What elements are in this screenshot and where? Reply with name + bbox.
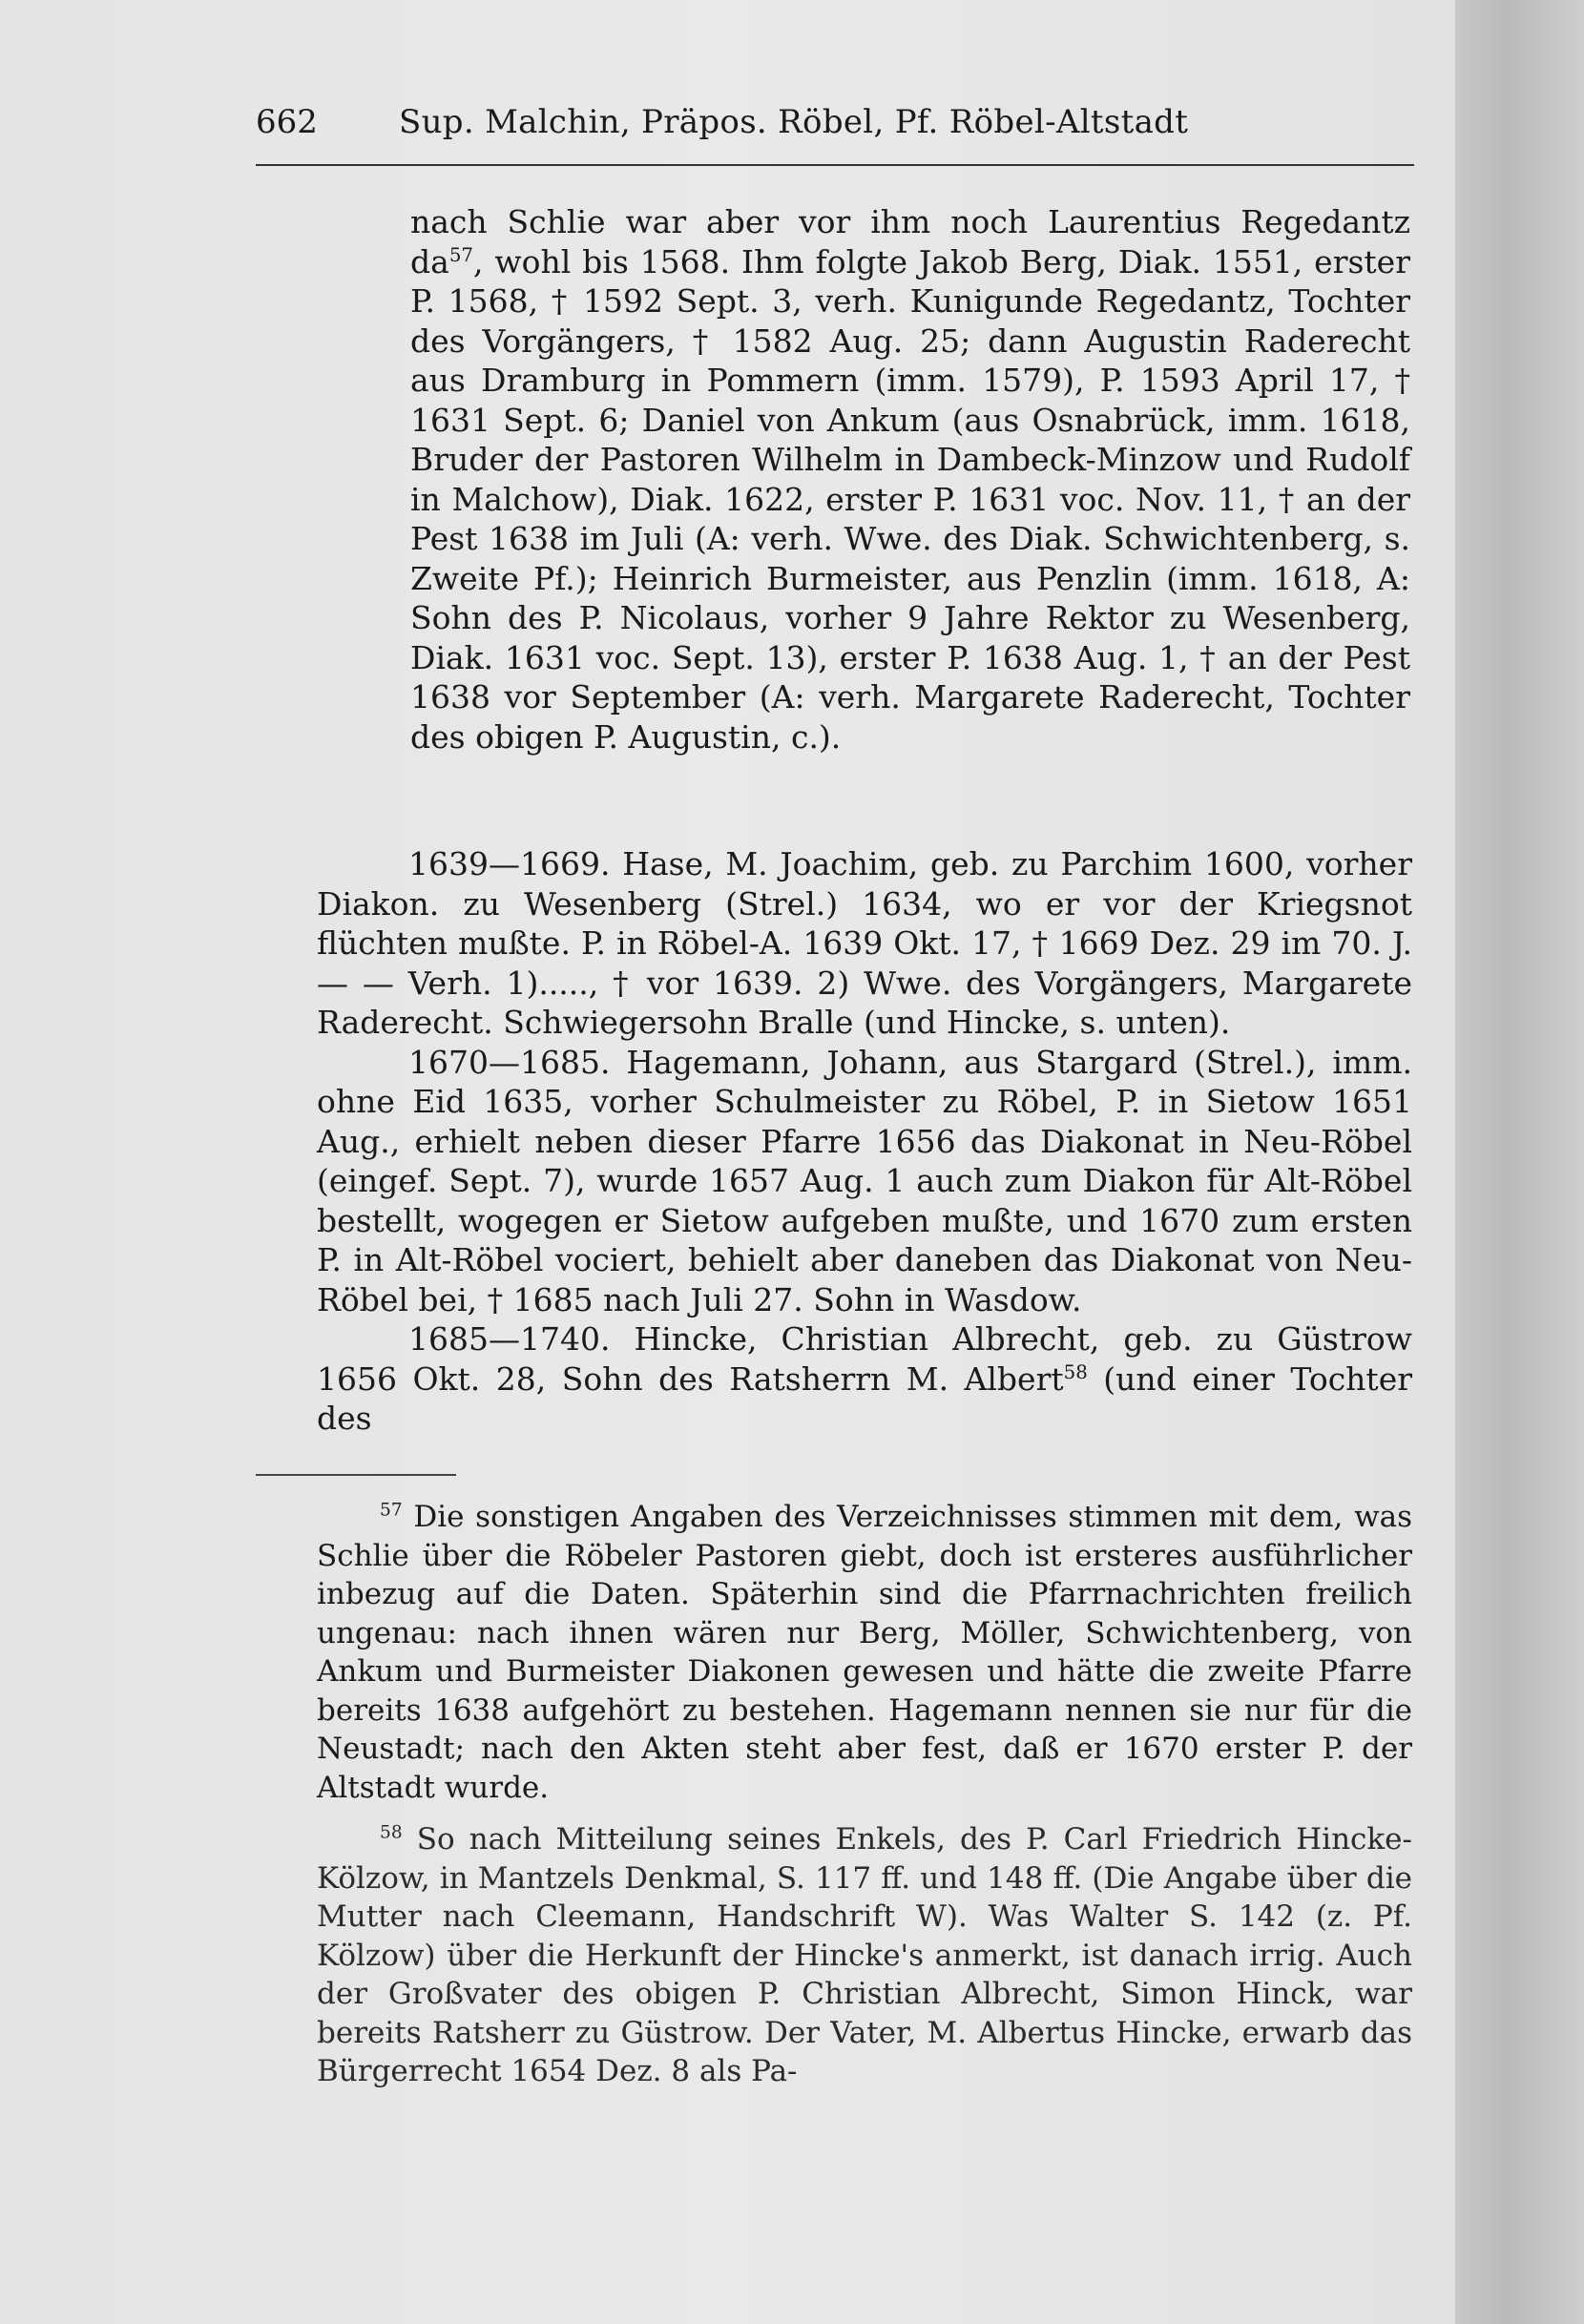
pastor-entries	[317, 844, 1412, 1439]
entry-hincke: 1685—1740. Hincke, Christian Albrecht, geb. zu Güstrow 1656 Okt. 28, Sohn des Ratsherrn M. Albert$^{58}$ (und einer Tochter des	[317, 1320, 1413, 1437]
page-header	[256, 103, 1317, 141]
footnote-57: $^{57}$ Die sonstigen Angaben des Verzeichnisses stimmen mit dem, was Schlie über die Röbeler Pastoren giebt, doch ist ersteres ausführlicher inbezug auf die Daten. Späterhin sind die Pfarrnachrichten freilich ungenau: nach ihnen wären nur Berg, Möller, Schwichtenberg, von Ankum und Burmeister Diakonen gewesen und hätte die zweite Pfarre bereits 1638 aufgehört zu bestehen. Hagemann nennen sie nur für die Neustadt; nach den Akten steht aber fest, daß er 1670 erster P. der Altstadt wurde.	[317, 1500, 1413, 1805]
footnotes	[317, 1498, 1412, 2105]
page-number: 662	[256, 103, 318, 141]
footnote-rule	[256, 1474, 456, 1476]
entry-hagemann: 1670—1685. Hagemann, Johann, aus Stargard (Strel.), imm. ohne Eid 1635, vorher Schulmeister zu Röbel, P. in Sietow 1651 Aug., erhielt neben dieser Pfarre 1656 das Diakonat in Neu-Röbel (eingef. Sept. 7), wurde 1657 Aug. 1 auch zum Diakon für Alt-Röbel bestellt, wogegen er Sietow aufgeben mußte, und 1670 zum ersten P. in Alt-Röbel vociert, behielt aber daneben das Diakonat von Neu-Röbel bei, † 1685 nach Juli 27. Sohn in Wasdow.	[317, 1043, 1412, 1318]
continuation-paragraph: nach Schlie war aber vor ihm noch Laurentius Regedantz $da^{57}$, wohl bis 1568. Ihm folgte Jakob Berg, Diak. 1551, erster P. 1568, † 1592 Sept. 3, verh. Kunigunde Regedantz, Tochter des Vorgängers, † 1582 Aug. 25; dann Augustin Raderecht aus Dramburg in Pommern (imm. 1579), P. 1593 April 17, † 1631 Sept. 6; Daniel von Ankum (aus Osnabrück, imm. 1618, Bruder der Pastoren Wilhelm in Dambeck-Minzow und Rudolf in Malchow), Diak. 1622, erster P. 1631 voc. Nov. 11, † an der Pest 1638 im Juli (A: verh. Wwe. des Diak. Schwichtenberg, s. Zweite Pf.); Heinrich Burmeister, aus Penzlin (imm. 1618, A: Sohn des P. Nicolaus, vorher 9 Jahre Rektor zu Wesenberg, Diak. 1631 voc. Sept. 13), erster P. 1638 Aug. 1, † an der Pest 1638 vor September (A: verh. Margarete Raderecht, Tochter des obigen P. Augustin, c.).	[410, 203, 1410, 756]
entry-hase: 1639—1669. Hase, M. Joachim, geb. zu Parchim 1600, vorher Diakon. zu Wesenberg (Strel.) 1634, wo er vor der Kriegsnot flüchten mußte. P. in Röbel-A. 1639 Okt. 17, † 1669 Dez. 29 im 70. J. — — Verh. 1)....., † vor 1639. 2) Wwe. des Vorgängers, Margarete Raderecht. Schwiegersohn Bralle (und Hincke, s. unten).	[317, 845, 1412, 1041]
footnote-58: $^{58}$ So nach Mitteilung seines Enkels, des P. Carl Friedrich Hincke-Kölzow, in Mantzels Denkmal, S. 117 ff. und 148 ff. (Die Angabe über die Mutter nach Cleemann, Handschrift W). Was Walter S. 142 (z. Pf. Kölzow) über die Herkunft der Hincke's anmerkt, ist danach irrig. Auch der Großvater des obigen P. Christian Albrecht, Simon Hinck, war bereits Ratsherr zu Güstrow. Der Vater, M. Albertus Hincke, erwarb das Bürgerrecht 1654 Dez. 8 als Pa-	[317, 1822, 1413, 2088]
footnote-mark-57: 57	[380, 1500, 403, 1521]
footnote-ref-58: 58	[1063, 1360, 1088, 1383]
page-edge-shadow	[1455, 0, 1584, 2324]
footnote-mark-58: 58	[380, 1822, 403, 1843]
footnote-ref-57: 57	[448, 243, 473, 266]
header-rule	[256, 164, 1414, 166]
running-title: Sup. Malchin, Präpos. Röbel, Pf. Röbel-Altstadt	[399, 103, 1189, 141]
